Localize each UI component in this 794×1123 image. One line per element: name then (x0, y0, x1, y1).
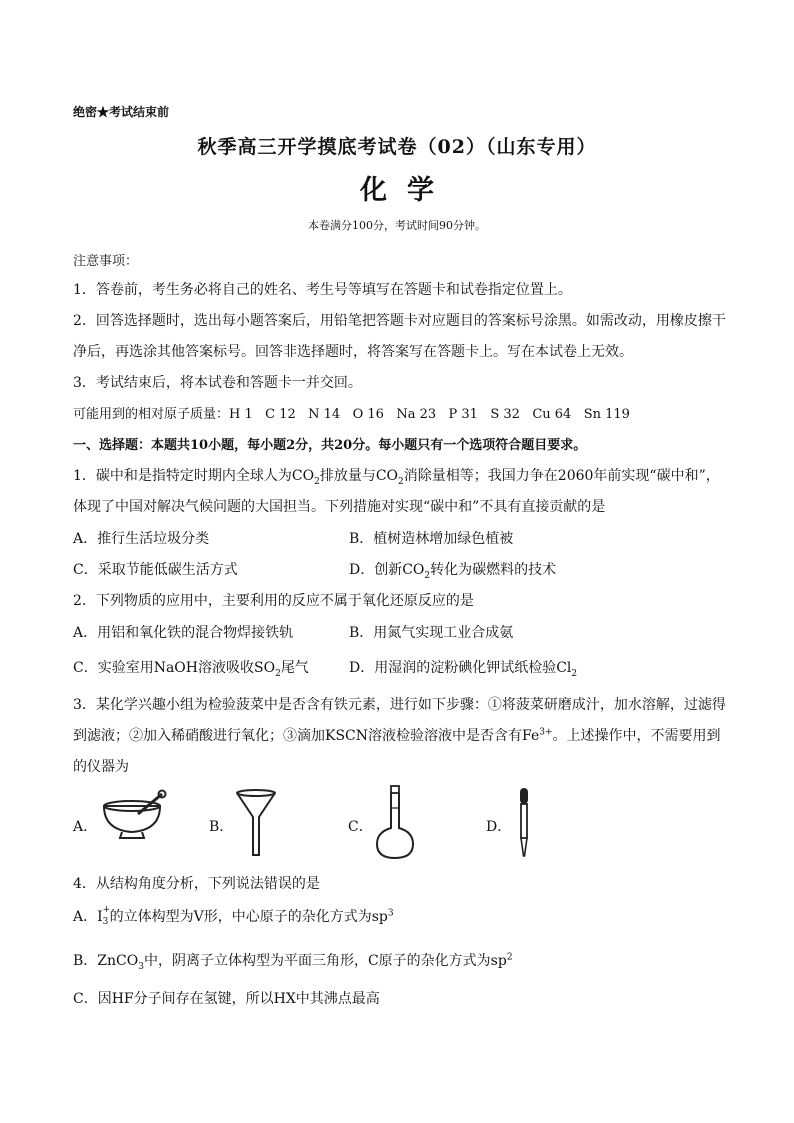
q2-option-c-sub: 2 (275, 668, 281, 679)
q1-option-b: B．植树造林增加绿色植被 (349, 531, 514, 547)
dropper-icon (515, 786, 533, 858)
notice-item-1: 1．答卷前，考生务必将自己的姓名、考生号等填写在答题卡和试卷指定位置上。 (73, 282, 572, 298)
q3-label-d: D． (486, 819, 512, 835)
notice-item-2-cont: 净后，再选涂其他答案标号。回答非选择题时，将答案写在答题卡上。写在本试卷上无效。 (73, 344, 633, 360)
q4-option-a-sup: + (102, 905, 111, 915)
q2-option-d-sub: 2 (571, 668, 578, 679)
subject-title: 化学 (360, 175, 454, 206)
q1-stem-b: 排放量与CO (319, 468, 399, 484)
volumetric-flask-icon (375, 784, 415, 860)
notice-heading: 注意事项： (73, 254, 139, 269)
mortar-pestle-icon (98, 788, 168, 840)
q4-option-a-sup2: 3 (387, 908, 394, 919)
q1-stem-a: 1．碳中和是指特定时期内全球人为CO (73, 468, 315, 484)
q1-stem-line2: 体现了中国对解决气候问题的大国担当。下列措施对实现“碳中和”不具有直接贡献的是 (73, 499, 606, 515)
secret-label: 绝密★考试结束前 (73, 105, 170, 119)
q4-option-b-a: B．ZnCO (73, 953, 139, 969)
q3-fe-charge: 3+ (539, 727, 553, 738)
q3-stem-line1: 3．某化学兴趣小组为检验菠菜中是否含有铁元素，进行如下步骤：①将菠菜研磨成汁，加水溶解，过滤得 (73, 697, 726, 713)
q1-option-d-sub: 2 (424, 570, 431, 581)
q1-stem-c: 消除量相等；我国力争在2060年前实现“碳中和”， (403, 468, 720, 484)
atomic-masses: 可能用到的相对原子质量：H 1 C 12 N 14 O 16 Na 23 P 31 S 32 Cu 64 Sn 119 (73, 407, 630, 422)
q1-option-d (349, 559, 556, 581)
q1-option-d-a: D．创新CO (349, 562, 425, 578)
q1-option-d-b: 转化为碳燃料的技术 (430, 562, 557, 578)
q1-stem-line1 (73, 465, 720, 487)
exam-note: 本卷满分100分，考试时间90分钟。 (308, 219, 486, 232)
q4-option-a-a: A．I (73, 909, 103, 925)
q4-option-b-sub: 3 (138, 961, 144, 972)
q3-stem-line2 (73, 725, 721, 745)
q3-stem-line2-a: 到滤液；②加入稀硝酸进行氧化；③滴加KSCN溶液检验溶液中是否含有Fe (73, 728, 540, 744)
q2-option-b: B．用氮气实现工业合成氨 (349, 625, 514, 641)
q1-sub-2: 2 (398, 476, 404, 487)
q3-label-b: B． (209, 819, 234, 835)
q4-option-a (73, 906, 394, 926)
q4-option-a-script (102, 905, 111, 927)
q1-option-a: A．推行生活垃圾分类 (73, 531, 210, 547)
q3-label-a: A． (73, 819, 98, 835)
q3-stem-line3: 的仪器为 (73, 759, 129, 775)
q4-stem: 4．从结构角度分析，下列说法错误的是 (73, 876, 320, 892)
q2-option-c-b: 尾气 (280, 660, 309, 676)
notice-item-2: 2．回答选择题时，选出每小题答案后，用铅笔把答题卡对应题目的答案标号涂黑。如需改动，用橡皮擦干 (73, 313, 726, 329)
q4-option-a-sub: 3 (102, 917, 109, 927)
q2-option-c-a: C．实验室用NaOH溶液吸收SO (73, 660, 276, 676)
q1-sub-1: 2 (314, 476, 320, 487)
q1-option-c: C．采取节能低碳生活方式 (73, 562, 238, 578)
funnel-icon (234, 789, 278, 859)
q2-stem: 2．下列物质的应用中，主要利用的反应不属于氧化还原反应的是 (73, 593, 474, 609)
q4-option-a-b: 的立体构型为V形，中心原子的杂化方式为sp (109, 909, 388, 925)
notice-item-3: 3．考试结束后，将本试卷和答题卡一并交回。 (73, 375, 362, 391)
q2-option-d-a: D．用湿润的淀粉碘化钾试纸检验Cl (349, 660, 572, 676)
q3-stem-line2-b: 。上述操作中，不需要用到 (552, 728, 721, 744)
q2-option-a: A．用铝和氧化铁的混合物焊接铁轨 (73, 625, 294, 641)
exam-title: 秋季高三开学摸底考试卷（02）（山东专用） (197, 136, 597, 158)
section-heading: 一、选择题：本题共10小题，每小题2分，共20分。每小题只有一个选项符合题目要求。 (73, 438, 587, 453)
q4-option-c: C．因HF分子间存在氢键，所以HX中其沸点最高 (73, 991, 380, 1007)
q3-label-c: C． (348, 819, 373, 835)
q4-option-b (73, 950, 513, 972)
q2-option-c (73, 657, 309, 679)
q2-option-d (349, 657, 577, 679)
q4-option-b-b: 中，阴离子立体构型为平面三角形，C原子的杂化方式为sp (143, 953, 507, 969)
q4-option-b-sup: 2 (506, 952, 513, 963)
